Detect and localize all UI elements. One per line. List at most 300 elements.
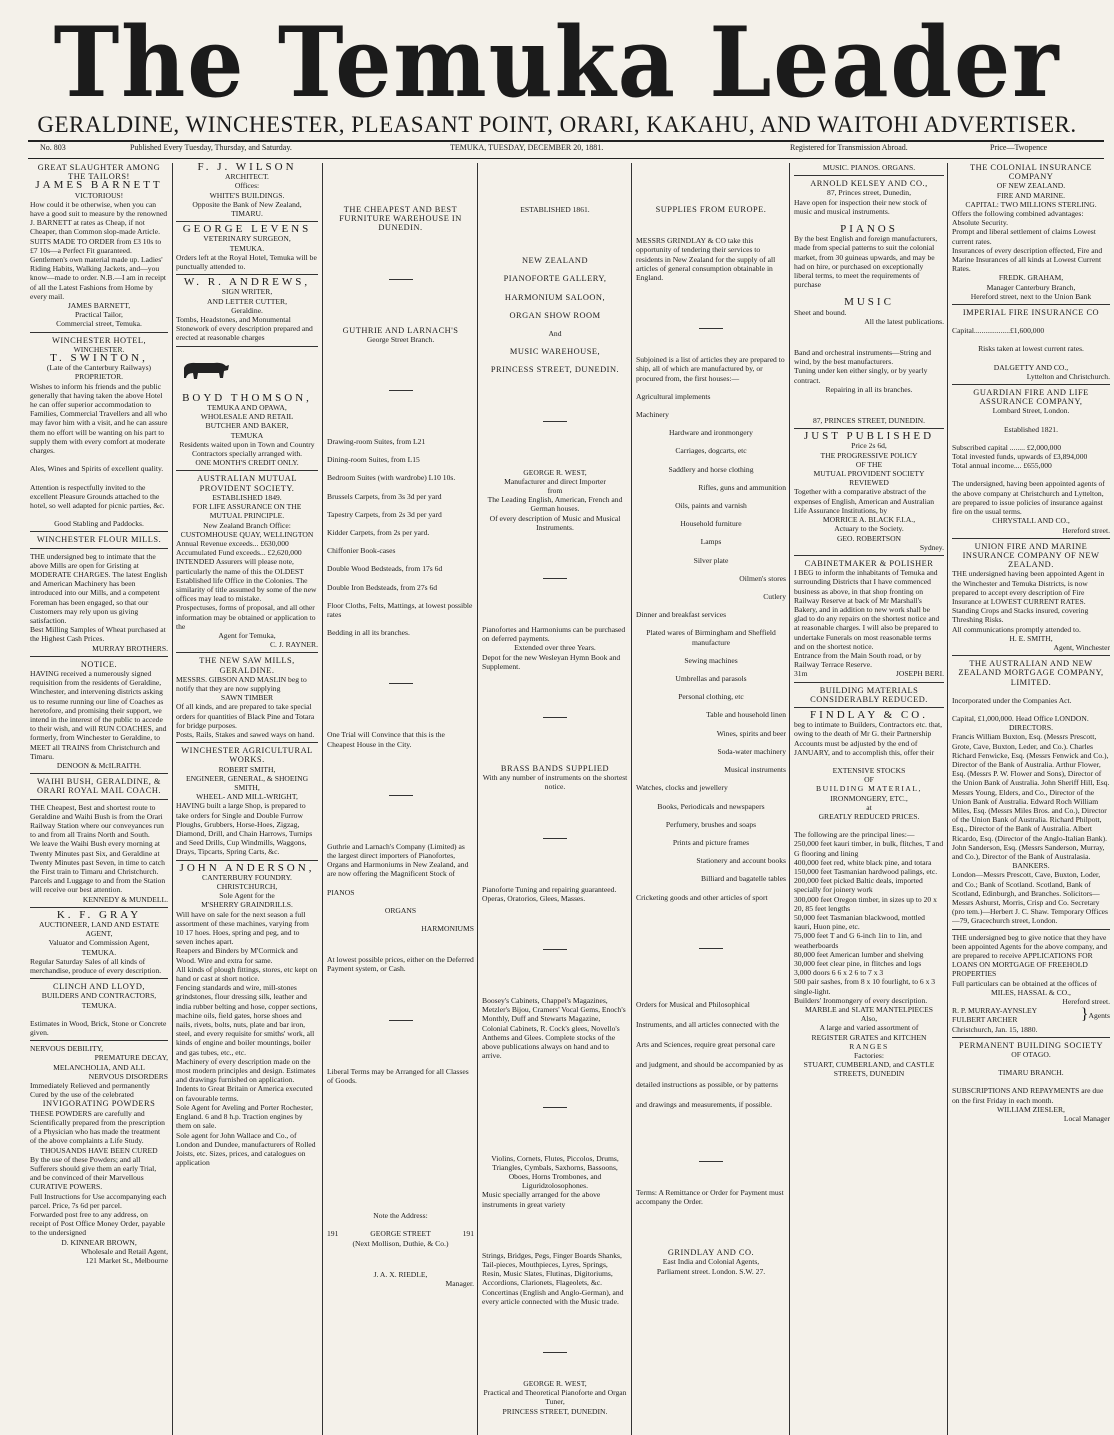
barnett-sig2: Practical Tailor, (75, 310, 123, 320)
nervous-body3: By the use of these Powders; and all Sufferers should give them an early Trial, and be convinced of their Marvellous CURATIVE POWERS. (30, 1154, 157, 1192)
flour-mills-sig: MURRAY BROTHERS. (92, 643, 168, 653)
column-4 (482, 163, 628, 1435)
divider (176, 221, 318, 222)
amp-agent: Agent for Temuka, (218, 630, 276, 640)
wilson-bldg: WHITE'S BUILDINGS. (209, 190, 285, 200)
cabinet-date: 31m (794, 669, 808, 679)
loans-date: Christchurch, Jan. 15, 1880. (952, 1024, 1038, 1034)
divider (794, 682, 944, 683)
brace-icon: } (1080, 1006, 1089, 1024)
just-author2: Actuary to the Society. (834, 524, 904, 534)
divider (794, 175, 944, 176)
furniture-trial: One Trial will Convince that this is the Cheapest House in the City. (327, 730, 445, 749)
john-body5: Machinery of every description made on the most modern principles and design. Estimates and drawings furnished on application. (176, 1056, 316, 1085)
divider (952, 655, 1110, 656)
winchester-hotel-stabling: Good Stabling and Paddocks. (54, 519, 144, 529)
findlay-line: 3,000 doors 6 6 x 2 6 to 7 x 3 (794, 968, 884, 978)
gray-body: Regular Saturday Sales of all kinds of merchandise, produce of every description. (30, 956, 162, 976)
boyd-credit: ONE MONTH'S CREDIT ONLY. (195, 458, 299, 468)
nervous-l2: PREMATURE DECAY, (94, 1053, 168, 1063)
permanent-head: PERMANENT BUILDING SOCIETY (958, 1040, 1104, 1050)
west-organ: ORGAN SHOW ROOM (509, 310, 601, 320)
grindlay-item: Rifles, guns and ammunition (698, 482, 786, 492)
guardian-income: Total annual income.... £655,000 (952, 461, 1052, 471)
grindlay-item: Oils, paints and varnish (675, 501, 747, 511)
john-body: Will have on sale for the next season a full assortment of these machines, varying from 10 17 hoes. Hoes, spring and peg, and to seven inches apart. (176, 909, 309, 947)
amp-for: FOR LIFE ASSURANCE ON THE MUTUAL PRINCIPLE. (192, 502, 302, 521)
grindlay-item: Oilmen's stores (739, 573, 786, 583)
gray-place: TEMUKA. (81, 947, 117, 957)
saw-head: THE NEW SAW MILLS, GERALDINE. (199, 656, 295, 675)
permanent-sig2: Local Manager (1063, 1114, 1110, 1124)
andrews-title2: AND LETTER CUTTER, (207, 296, 287, 306)
west-every: Of every description of Music and Musical Instruments. (489, 513, 621, 532)
issue-number: No. 803 (40, 143, 66, 152)
amp-rev: Annual Revenue exceeds... £630,000 (176, 538, 289, 548)
clinch-head: CLINCH AND LLOYD, (52, 982, 145, 992)
bull-icon (176, 356, 232, 386)
furniture-liberal: Liberal Terms may be Arranged for all Classes of Goods. (327, 1066, 469, 1085)
column-2 (176, 163, 318, 1435)
levens-name: GEORGE LEVENS (182, 223, 312, 236)
cabinet-body: I BEG to inform the inhabitants of Temuka and surrounding Districts that I have commenced business as above, in that shop fronting on Railway Reserve at back of Mr Marshall's Bakery, and in addition to new work shall be glad to do any repairs on the shortest notice and at reasonable charges. I will also be prepared to undertake Funerals on most reasonable terms and on the shortest notice. (794, 568, 940, 651)
west-brass: BRASS BANDS SUPPLIED (500, 764, 610, 774)
just-pub: GEO. ROBERTSON (836, 533, 902, 543)
kelsey-music-body2: All the latest publications. (864, 316, 944, 326)
permanent-subs: SUBSCRIPTIONS AND REPAYMENTS are due on the first Friday in each month. (952, 1086, 1104, 1105)
column-rule (322, 163, 323, 1435)
guardian-head: GUARDIAN FIRE AND LIFE ASSURANCE COMPANY, (973, 388, 1089, 407)
just-author: MORRICE A. BLACK F.I.A., (822, 515, 916, 525)
nervous-cured: THOUSANDS HAVE BEEN CURED (40, 1145, 158, 1155)
kelsey-band: Band and orchestral instruments—String and wind, by the best manufacturers. (794, 348, 932, 367)
guardian-est: Established 1821. (1004, 424, 1058, 434)
divider (176, 346, 318, 347)
west-sig: GEORGE R. WEST, (523, 1378, 587, 1388)
kelsey-addr2: 87, PRINCES STREET, DUNEDIN. (812, 416, 926, 426)
west-est: ESTABLISHED 1861. (520, 205, 590, 214)
address-number: 191 (327, 1229, 339, 1239)
furniture-agency: Guthrie and Larnach's Company (Limited) as the largest direct importers of Pianofortes, Organs and Harmoniums in New Zealand, and are now offering the Magnificent Stock of (327, 841, 469, 879)
furniture-head: THE CHEAPEST AND BEST FURNITURE WAREHOUSE IN DUNEDIN. (339, 205, 462, 233)
grindlay-item: Saddlery and horse clothing (668, 464, 754, 474)
guardian-agents: The undersigned, having been appointed agents of the above company at Christchurch and Lyttelton, are prepared to issue policies of insurance against fire on the usual terms. (952, 479, 1105, 517)
kelsey-pianos-body: By the best English and foreign manufacturers, made from special patterns to suit the colonial market, from 30 guineas upwards, and may be had on hire, or purchased on exceptionally liberal terms, to meet the requirements of purchase (794, 234, 938, 290)
loans-body2: Full particulars can be obtained at the offices of (952, 978, 1097, 988)
barnett-addr: Commercial street, Temuka. (56, 319, 142, 329)
john-product: M'SHERRY GRAINDRILLS. (201, 900, 293, 910)
divider (952, 1037, 1110, 1038)
findlay-ranges: RANGES (849, 1041, 889, 1051)
just-of-the: OF THE (855, 459, 883, 469)
amp-branch: New Zealand Branch Office: (203, 520, 291, 530)
winchester-hotel-head: WINCHESTER HOTEL, (51, 335, 147, 345)
mortgage-bankers: BANKERS. (1012, 861, 1050, 871)
grindlay-item: Machinery (636, 410, 669, 420)
findlay-at: at (866, 802, 872, 812)
findlay-line: 50,000 feet Tasmanian blackwood, mottled kauri, Huon pine, etc. (794, 913, 925, 932)
nervous-product: INVIGORATING POWDERS (42, 1099, 156, 1109)
amp-addr: CUSTOMHOUSE QUAY, WELLINGTON (180, 529, 314, 539)
wilson-addr: Opposite the Bank of New Zealand, (192, 199, 302, 209)
building-head: BUILDING MATERIALS CONSIDERABLY REDUCED. (810, 685, 928, 704)
west-and: And (548, 329, 562, 339)
grindlay-item: Plated wares of Birmingham and Sheffield manufacture (646, 628, 776, 647)
winchester-hotel-body: Wishes to inform his friends and the public generally that having taken the above Hotel he can offer superior accommodation to Families, Commercial Travellers and all who may favor him with a visit, and he can assure them no effort will be wanting on his part to supply them with every comfort at moderate charges. (30, 381, 168, 456)
just-price: Price 2s 6d, (851, 441, 887, 451)
kelsey-addr: 87, Princes street, Dunedin, (827, 188, 911, 198)
kelsey-body: Have open for inspection their new stock of music and musical instruments. (794, 197, 928, 216)
saw-body: MESSRS. GIBSON AND MASLIN beg to notify that they are now supplying (176, 674, 307, 693)
john-body4: Fencing standards and wire, mill-stones grindstones, flour dressing silk, leather and india rubber belting and hose, copper sections, machine oils, field gates, horse shoes and nails, rivets, bolts, nuts, plate and bar iron, steel, and every requisite for smiths' work, all kinds of engine and boiler mountings, boiler and gas tubes, etc., etc. (176, 983, 318, 1057)
notice-sig: DENOON & McILRAITH. (56, 760, 142, 770)
furniture-item: Dining-room Suites, from L15 (327, 455, 420, 465)
divider (176, 652, 318, 653)
column-rule (631, 163, 632, 1435)
just-published: JUST PUBLISHED (803, 430, 935, 443)
findlay-following: The following are the principal lines:— (794, 830, 915, 840)
findlay-materials: BUILDING MATERIAL, (816, 784, 922, 794)
grindlay-item: Perfumery, brushes and soaps (665, 819, 757, 829)
works-body: HAVING built a large Shop, is prepared to take orders for Single and Double Furrow Ploughs, Grubbers, Horse-Hoes, Zigzag, Diamond, Drill, and Chain Harrows, Turnips and Seed Drills, Cup Windmills, Waggons, Drays, Tipcarts, Spring Carts, &c. (176, 801, 313, 857)
price: Price—Twopence (990, 143, 1048, 152)
amp-est: ESTABLISHED 1849. (212, 492, 282, 502)
newspaper-subtitle: GERALDINE, WINCHESTER, PLEASANT POINT, ORARI, KAKAHU, AND WAITOHI ADVERTISER. (37, 112, 1077, 137)
column-rule (947, 163, 948, 1435)
west-sig2: Practical and Theoretical Pianoforte and Organ Tuner, (483, 1388, 627, 1407)
cabinet-entrance: Entrance from the Main South road, or by Railway Terrace Reserve. (794, 650, 922, 670)
grindlay-sig3: Parliament street. London. S.W. 27. (656, 1266, 766, 1276)
john-body3: All kinds of plough fittings, stores, etc kept on hand or cast at short notice. (176, 964, 318, 984)
guardian-addr: Lombard Street, London. (992, 406, 1070, 416)
amp-body: INTENDED Assurers will please note, particularly the name of this the OLDEST Established life Office in the Colonies. The similarity of title assumed by some of the new offices may lead to mistake. (176, 557, 317, 604)
grindlay-item: Hardware and ironmongery (669, 428, 753, 438)
john-body8: Sole agent for John Wallace and Co., of London and Dundee, manufacturers of Rolled Joists, etc. Sizes, prices, and catalogues on application (176, 1130, 316, 1168)
west-music: MUSIC WAREHOUSE, (509, 347, 601, 357)
flour-mills-head: WINCHESTER FLOUR MILLS. (36, 535, 162, 545)
mortgage-directors: DIRECTORS. (1009, 723, 1053, 733)
findlay-line: 200,000 feet picked Baltic deals, imported specially for joinery work (794, 876, 923, 895)
amp-sig: C. J. RAYNER. (269, 640, 318, 650)
just-society: MUTUAL PROVIDENT SOCIETY REVIEWED (813, 469, 925, 488)
divider (30, 799, 168, 800)
saw-body2: Of all kinds, and are prepared to take special orders for quantities of Black Pine and Totara for bridge purposes. (176, 702, 315, 730)
furniture-item: Double Iron Bedsteads, from 27s 6d (327, 582, 438, 592)
colonial-head: THE COLONIAL INSURANCE COMPANY (970, 163, 1092, 182)
boyd-body: Residents waited upon in Town and Country (179, 439, 315, 449)
column-rule (172, 163, 173, 1435)
guthrie-name: GUTHRIE AND LARNACH'S (342, 325, 459, 335)
works-title: ENGINEER, GENERAL, & SHOEING SMITH, (185, 773, 309, 792)
union-sig: H. E. SMITH, (1009, 633, 1053, 643)
west-depot: Depot for the new Wesleyan Hymn Book and Supplement. (482, 652, 621, 671)
divider (176, 742, 318, 743)
winchester-hotel-attention: Attention is respectfully invited to the excellent Pleasure Grounds attached to the hotel, so well adapted for picnic parties, &c. (30, 482, 165, 510)
kelsey-music-body: Sheet and bound. (794, 307, 847, 317)
west-nz: NEW ZEALAND (521, 256, 589, 266)
column-6 (794, 163, 944, 1435)
west-extended: Extended over three Years. (514, 643, 596, 653)
grindlay-item: Agricultural implements (636, 391, 711, 401)
guardian-subscribed: Subscribed capital ........ £2,000,000 (952, 442, 1062, 452)
barnett-body2: Gentlemen's own material made up. Ladies' Riding Habits, Walking Jackets, and—you know—made to order. N.B.—I am in receipt of all the Latest Fashions from Home by every mail. (30, 255, 167, 301)
john-body2: Reapers and Binders by M'Cormick and Wood. Wire and extra for same. (176, 946, 298, 965)
flour-mills-samples: Best Milling Samples of Wheat purchased at the Highest Cash Prices. (30, 625, 166, 644)
gray-valuator: Valuator and Commission Agent, (48, 938, 150, 948)
west-violins: Violins, Cornets, Flutes, Piccolos, Drums, Triangles, Cymbals, Saxhorns, Bassoons, Oboes, Horns Trombones, and Liguridzolosophones. (491, 1153, 619, 1191)
loans-body: THE undersigned beg to give notice that they have been appointed Agents for the above company, and are prepared to receive APPLICATIONS FOR LOANS ON MORTGAGE OF FREEHOLD PROPERTIES (952, 932, 1108, 979)
grindlay-item: Wines, spirits and beer (716, 728, 786, 738)
nervous-head: NERVOUS DEBILITY, (30, 1044, 104, 1054)
divider (176, 470, 318, 471)
john-agent: Sole Agent for the (219, 891, 275, 901)
divider (30, 1040, 168, 1041)
columns (30, 163, 1112, 1435)
findlay-body: beg to intimate to Builders, Contractors etc. that, owing to the death of Mr G. their Partnership Accounts must be adjusted by the end of JANUARY, and to accomplish this, offer their (794, 720, 943, 757)
findlay-factories2: STUART, CUMBERLAND, and CASTLE STREETS, DUNEDIN (803, 1060, 935, 1079)
guthrie-branch: George Street Branch. (366, 334, 435, 344)
nervous-body: Immediately Relieved and permanently Cured by the use of the celebrated (30, 1081, 150, 1100)
union-body: THE undersigned having been appointed Agent in the Winchester and Temuka Districts, is now prepared to accept every description of Fire Insurance at LOWEST CURRENT RATES. (952, 569, 1105, 606)
masthead (0, 0, 1114, 180)
divider (176, 860, 318, 861)
findlay-marble: MARBLE and SLATE MANTELPIECES (804, 1005, 934, 1015)
findlay-line: 300,000 feet Oregon timber, in sizes up to 20 x 20, 85 feet lengths (794, 894, 937, 913)
findlay-line: 80,000 feet American lumber and shelving (794, 949, 924, 959)
nervous-body4: Full Instructions for Use accompanying each parcel. Price, 7s 6d per parcel. (30, 1191, 167, 1210)
grindlay-item: Sewing machines (684, 655, 738, 665)
west-gallery: PIANOFORTE GALLERY, (503, 274, 607, 284)
andrews-body: Tombs, Headstones, and Monumental Stonework of every description prepared and erected at reasonable charges (176, 315, 313, 343)
findlay-name: FINDLAY & CO. (810, 708, 928, 721)
divider (30, 978, 168, 979)
grindlay-item: Lamps (700, 537, 722, 547)
union-head: UNION FIRE AND MARINE INSURANCE COMPANY OF NEW ZEALAND. (962, 541, 1100, 570)
west-brass-body: With any number of instruments on the shortest notice. (482, 773, 628, 792)
loans-sig3: R. P. MURRAY-AYNSLEY (952, 1006, 1038, 1016)
colonial-sig2: Manager Canterbury Branch, (986, 282, 1076, 292)
clinch-body: Estimates in Wood, Brick, Stone or Concrete given. (30, 1018, 167, 1038)
grindlay-item: Silver plate (693, 555, 729, 565)
furniture-item: Chiffonier Book-cases (327, 546, 396, 556)
guardian-sig: CHRYSTALL AND CO., (992, 516, 1070, 526)
kelsey-pianos: PIANOS (840, 223, 898, 236)
saw-timber: SAWN TIMBER (220, 693, 274, 703)
furniture-item: Bedroom Suites (with wardrobe) L10 10s. (327, 473, 456, 483)
furniture-addr2: (Next Mollison, Duthie, & Co.) (352, 1238, 449, 1248)
grindlay-item: Soda-water machinery (717, 746, 786, 756)
imperial-capital: Capital...................£1,600,000 (952, 326, 1045, 336)
divider (30, 531, 168, 532)
dateline (30, 143, 1102, 157)
grindlay-sig2: East India and Colonial Agents, (662, 1257, 760, 1267)
mortgage-incorporated: Incorporated under the Companies Act. (952, 695, 1072, 705)
barnett-body: How could it be otherwise, when you can have a good suit to measure by the renowned J. BARNETT at rates as Cheap, if not Cheaper, than Common slop-made Article. (30, 199, 168, 237)
grindlay-sig: GRINDLAY AND CO. (667, 1248, 755, 1258)
findlay-grates: REGISTER GRATES and KITCHEN (811, 1032, 927, 1042)
findlay-line: 250,000 feet kauri timber, in bulk, flitches, T and G flooring and lining (794, 839, 944, 858)
west-concertinas: Concertinas (English and Anglo-German), and every article connected with the Music trade. (482, 1287, 624, 1306)
saw-posts: Posts, Rails, Stakes and sawed ways on hand. (176, 729, 315, 739)
works-title2: WHEEL- AND MILL-WRIGHT, (196, 792, 298, 802)
grindlay-item: Books, Periodicals and newspapers (657, 801, 765, 811)
notice-body: HAVING received a numerously signed requisition from the residents of Geraldine, Winchester, and intervening districts asking us to resume running our line of Coaches as heretofore, and promising their support, we intend in the interest of the public to accede to their wish, and will RUN COACHES, and formerly, from Winchester to Geraldine, to MEET all TRAINS from Christchurch and Timaru. (30, 668, 167, 761)
divider (952, 929, 1110, 930)
mortgage-head: THE AUSTRALIAN AND NEW ZEALAND MORTGAGE COMPANY, LIMITED. (958, 659, 1104, 687)
amp-head: AUSTRALIAN MUTUAL PROVIDENT SOCIETY. (197, 474, 297, 493)
furniture-item: Drawing-room Suites, from L21 (327, 437, 426, 447)
mortgage-capital: Capital, £1,000,000. Head Office LONDON. (952, 713, 1089, 723)
barnett-suits: SUITS MADE TO ORDER from £3 10s to £7 10s—a Perfect Fit guaranteed. (30, 236, 162, 255)
boyd-trade2: BUTCHER AND BAKER, (205, 421, 289, 431)
grindlay-item: Household furniture (680, 519, 742, 529)
levens-title: VETERINARY SURGEON, (203, 234, 291, 244)
cabinet-sig: JOSEPH BERI. (895, 669, 944, 679)
column-rule (477, 163, 478, 1435)
colonial-nz: OF NEW ZEALAND. (996, 181, 1066, 191)
grindlay-item: Stationery and account books (696, 856, 786, 866)
wilson-title: ARCHITECT. (225, 172, 269, 182)
divider (30, 773, 168, 774)
colonial-prompt: Prompt and liberal settlement of claims Lowest current rates. (952, 227, 1096, 246)
west-boosey: Boosey's Cabinets, Chappel's Magazines, Metzler's Bijou, Cramers' Vocal Gems, Enoch's Monthly, Duff and Stewarts Magazine, Colonial Cabinets, R. Cock's glees, Novello's Anthems and Glees. Complete stocks of the above publications always on hand and to arrive. (482, 996, 626, 1061)
wilson-offices: Offices: (234, 181, 260, 191)
grindlay-intro: MESSRS GRINDLAY & CO take this opportunity of tendering their services to residents in New Zealand for the supply of all articles of general consumption obtainable in England. (636, 236, 776, 283)
kelsey-top: MUSIC. PIANOS. ORGANS. (822, 163, 916, 172)
clinch-place: TEMUKA. (81, 1000, 117, 1010)
divider (176, 274, 318, 275)
findlay-large: A large and varied assortment of (819, 1023, 919, 1033)
furniture-item: Floor Cloths, Felts, Mattings, at lowest possible rates (327, 600, 473, 620)
winchester-hotel-name: T. SWINTON, (50, 352, 148, 365)
findlay-line: 500 pair sashes, from 8 x 10 fourlight, to 6 x 3 single-light. (794, 977, 936, 996)
furniture-terms: At lowest possible prices, either on the Deferred Payment system, or Cash. (327, 955, 474, 974)
west-strings: Strings, Bridges, Pegs, Finger Boards Shanks, Tail-pieces, Mouthpieces, Lyres, Springs, Resin, Music Slates, Flutinas, Digitoriums, Accordions, Clarionets, Flageolets, &c. (482, 1250, 622, 1288)
newspaper-title: The Temuka Leader (53, 6, 1061, 119)
boyd-trade: WHOLESALE AND RETAIL (200, 412, 294, 422)
colonial-offers: Offers the following combined advantages: Absolute Security. (952, 209, 1084, 228)
andrews-place: Geraldine. (231, 305, 263, 315)
nervous-l4: NERVOUS DISORDERS (88, 1071, 168, 1081)
divider (30, 907, 168, 908)
furniture-item: Double Wood Bedsteads, from 17s 6d (327, 564, 443, 574)
west-leading: The Leading English, American, French and German houses. (487, 495, 623, 514)
waihi-parcels: Parcels and Luggage to and from the Station will receive our best attention. (30, 876, 166, 895)
grindlay-orders: Orders for Musical and Philosophical Instruments, and all articles connected with the Arts and Sciences, require great personal care and judgment, and should be accompanied by as detailed instructions as possible, or by patterns and drawings and measurements, if possible. (636, 999, 784, 1109)
west-saloon: HARMONIUM SALOON, (504, 292, 606, 302)
waihi-sig: KENNEDY & MUNDELL. (82, 894, 168, 904)
findlay-line: 30,000 feet clear pine, in flitches and logs (794, 959, 922, 969)
divider (952, 384, 1110, 385)
findlay-extensive: EXTENSIVE STOCKS (832, 765, 906, 775)
imperial-head: IMPERIAL FIRE INSURANCE CO (962, 308, 1100, 318)
divider (952, 304, 1110, 305)
grindlay-head: SUPPLIES FROM EUROPE. (655, 205, 767, 214)
levens-place: TEMUKA. (229, 243, 265, 253)
west-sig3: PRINCESS STREET, DUNEDIN. (502, 1406, 608, 1416)
column-5 (636, 163, 786, 1435)
west-deferred: Pianofortes and Harmoniums can be purchased on deferred payments. (482, 625, 626, 644)
kelsey-repair: Repairing in all its branches. (825, 384, 913, 394)
boyd-contract: Contractors specially arranged with. (191, 449, 303, 459)
divider (952, 538, 1110, 539)
column-7 (952, 163, 1110, 1435)
grindlay-item: Personal clothing, etc (678, 692, 744, 702)
boyd-name: BOYD THOMSON, (182, 391, 312, 404)
barnett-name: JAMES BARNETT (35, 179, 163, 192)
guardian-sig2: Hereford street. (1062, 525, 1110, 535)
works-name: ROBERT SMITH, (218, 764, 276, 774)
barnett-sig: JAMES BARNETT, (67, 301, 131, 311)
barnett-head: GREAT SLAUGHTER AMONG THE TAILORS! (37, 163, 161, 182)
imperial-risks: Risks taken at lowest current rates. (978, 344, 1084, 354)
andrews-name: W. R. ANDREWS, (183, 276, 311, 289)
nervous-sig2: Wholesale and Retail Agent, (81, 1246, 168, 1256)
furniture-item: Brussels Carpets, from 3s 3d per yard (327, 491, 442, 501)
boyd-place: TEMUKA (230, 430, 264, 440)
findlay-line: 400,000 feet red, white black pine, and totara (794, 857, 932, 867)
furniture-address-row (327, 1229, 474, 1238)
nervous-l3: MELANCHOLIA, AND ALL (53, 1062, 145, 1072)
column-rule (789, 163, 790, 1435)
john-body6: Indents to Great Britain or America executed on favourable terms. (176, 1084, 313, 1103)
union-sig2: Agent, Winchester (1053, 642, 1110, 652)
west-from: from (547, 486, 563, 496)
west-violins2: Music specially arranged for the above instruments in great variety (482, 1190, 601, 1209)
union-body3: All communications promptly attended to. (952, 624, 1081, 634)
winchester-hotel-place: WINCHESTER. (73, 344, 125, 354)
divider (794, 707, 944, 708)
winchester-hotel-prop: PROPRIETOR. (74, 372, 124, 382)
address-number: 191 (462, 1229, 474, 1239)
furniture-sig2: Manager. (445, 1278, 474, 1288)
divider (794, 428, 944, 429)
grindlay-item: Carriages, dogcarts, etc (675, 446, 747, 456)
address-street: GEORGE STREET (370, 1229, 431, 1239)
guardian-invested: Total invested funds, upwards of £3,894,000 (952, 452, 1088, 462)
column-1 (30, 163, 168, 1435)
divider (30, 548, 168, 549)
loans-agents-block (952, 1006, 1110, 1024)
waihi-body2: We leave the Waihi Bush every morning at Twenty Minutes past Six, and Geraldine at Twenty Minutes past Seven, in time to catch the First train to Timaru and Christchurch. (30, 839, 165, 877)
colonial-sig3: Hereford street, next to the Union Bank (970, 291, 1092, 301)
cabinet-sig-row (794, 669, 944, 678)
john-foundry: CANTERBURY FOUNDRY. (202, 872, 292, 882)
masthead-rule-bottom (28, 158, 1104, 159)
mortgage-bankers-body: London—Messrs Prescott, Cave, Buxton, Loder, and Co.; Bank of Scotland. Scotland, Bank of Scotland, Edinburgh, and Branches. Solicitors—Messrs Ashurst, Morris, Crisp and Co. Secretary (pro tem.)—Herbert J. C. Shaw. Temporary Offices—79, Gracechurch street, London. (952, 870, 1109, 926)
amp-fund: Accumulated Fund exceeds... £2,620,000 (176, 548, 302, 558)
findlay-line: 150,000 feet Tasmanian hardwood palings, etc. (794, 867, 938, 876)
union-body2: Standing Crops and Stacks insured, covering Threshing Risks. (952, 606, 1089, 625)
dalgetty: DALGETTY AND CO., (993, 362, 1069, 372)
findlay-reduced: GREATLY REDUCED PRICES. (818, 811, 920, 821)
grindlay-subjoined: Subjoined is a list of articles they are prepared to ship, all of which are manufactured by, or procured from, the first houses:— (636, 355, 785, 383)
loans-agents: Agents (1088, 1010, 1110, 1020)
gray-name: K. F. GRAY (56, 908, 142, 921)
findlay-iron: IRONMONGERY, ETC., (830, 793, 908, 803)
furniture-item: Kidder Carpets, from 2s per yard. (327, 528, 430, 538)
nervous-addr: 121 Market St., Melbourne (85, 1255, 168, 1265)
divider (794, 555, 944, 556)
furniture-sig: J. A. X. RIEDLE, (373, 1269, 428, 1279)
andrews-title: SIGN WRITER, (221, 287, 273, 297)
boyd-places: TEMUKA AND OPAWA, (207, 403, 287, 413)
furniture-item: Bedding in all its branches. (327, 628, 410, 638)
notice-head: NOTICE. (80, 659, 118, 669)
issue-date: TEMUKA, TUESDAY, DECEMBER 20, 1881. (450, 143, 604, 152)
furniture-harmoniums: HARMONIUMS (421, 924, 474, 934)
just-policy: THE PROGRESSIVE POLICY (820, 450, 918, 460)
